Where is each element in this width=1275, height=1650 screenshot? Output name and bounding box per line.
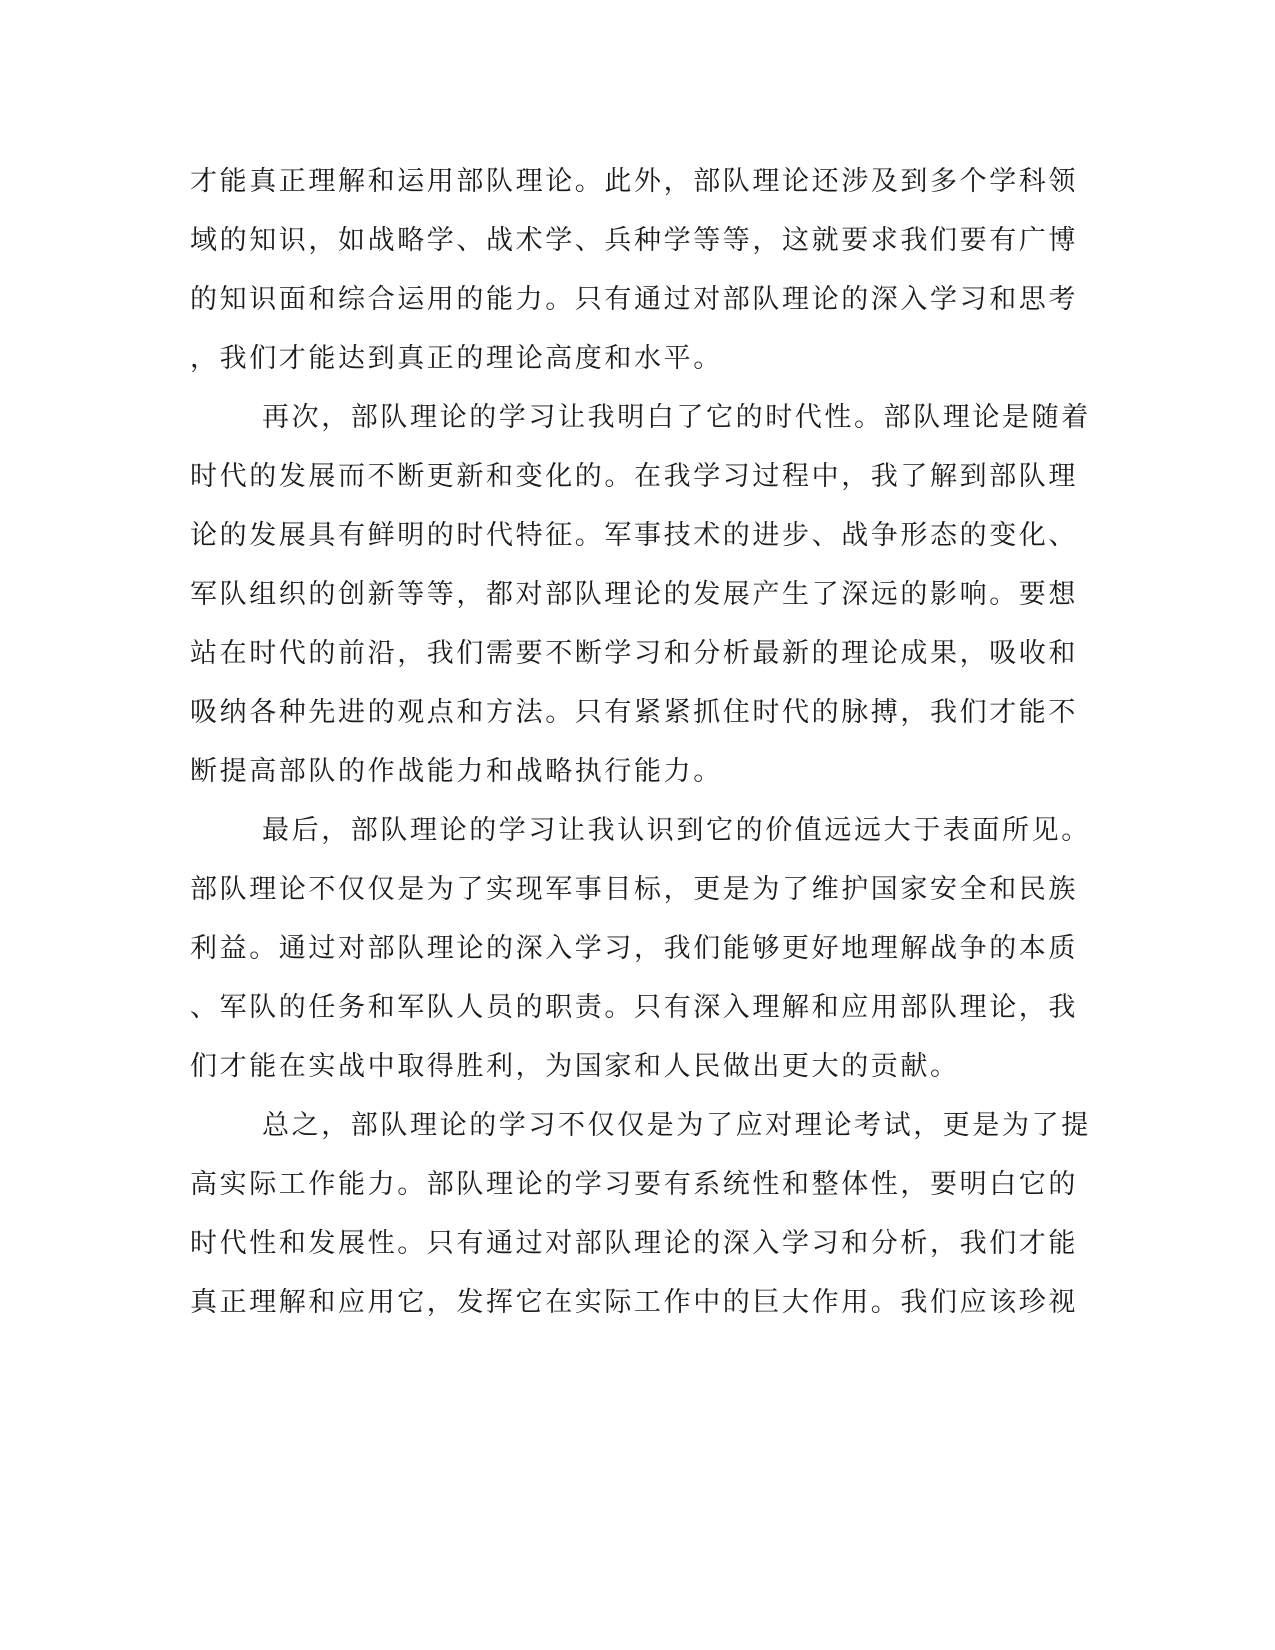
text-line: 吸纳各种先进的观点和方法。只有紧紧抓住时代的脉搏，我们才能不 bbox=[190, 697, 1078, 728]
text-line: 军队组织的创新等等，都对部队理论的发展产生了深远的影响。要想 bbox=[190, 579, 1078, 610]
text-line: 时代性和发展性。只有通过对部队理论的深入学习和分析，我们才能 bbox=[190, 1228, 1078, 1259]
text-line: 高实际工作能力。部队理论的学习要有系统性和整体性，要明白它的 bbox=[190, 1169, 1078, 1200]
text-line: 时代的发展而不断更新和变化的。在我学习过程中，我了解到部队理 bbox=[190, 461, 1078, 492]
text-line: 才能真正理解和运用部队理论。此外，部队理论还涉及到多个学科领 bbox=[190, 166, 1078, 197]
text-line: 的知识面和综合运用的能力。只有通过对部队理论的深入学习和思考 bbox=[190, 284, 1078, 315]
text-line: ，我们才能达到真正的理论高度和水平。 bbox=[190, 343, 723, 374]
text-line: 们才能在实战中取得胜利，为国家和人民做出更大的贡献。 bbox=[190, 1051, 960, 1082]
text-line: 域的知识，如战略学、战术学、兵种学等等，这就要求我们要有广博 bbox=[190, 225, 1078, 256]
text-line: 部队理论不仅仅是为了实现军事目标，更是为了维护国家安全和民族 bbox=[190, 874, 1078, 905]
text-line: 断提高部队的作战能力和战略执行能力。 bbox=[190, 756, 723, 787]
paragraph-first-line: 最后，部队理论的学习让我认识到它的价值远远大于表面所见。 bbox=[262, 815, 1091, 846]
text-line: 、军队的任务和军队人员的职责。只有深入理解和应用部队理论，我 bbox=[190, 992, 1078, 1023]
text-line: 真正理解和应用它，发挥它在实际工作中的巨大作用。我们应该珍视 bbox=[190, 1287, 1078, 1318]
text-line: 利益。通过对部队理论的深入学习，我们能够更好地理解战争的本质 bbox=[190, 933, 1078, 964]
text-line: 站在时代的前沿，我们需要不断学习和分析最新的理论成果，吸收和 bbox=[190, 638, 1078, 669]
paragraph-first-line: 总之，部队理论的学习不仅仅是为了应对理论考试，更是为了提 bbox=[262, 1110, 1091, 1141]
text-line: 论的发展具有鲜明的时代特征。军事技术的进步、战争形态的变化、 bbox=[190, 520, 1078, 551]
paragraph-first-line: 再次，部队理论的学习让我明白了它的时代性。部队理论是随着 bbox=[262, 402, 1091, 433]
